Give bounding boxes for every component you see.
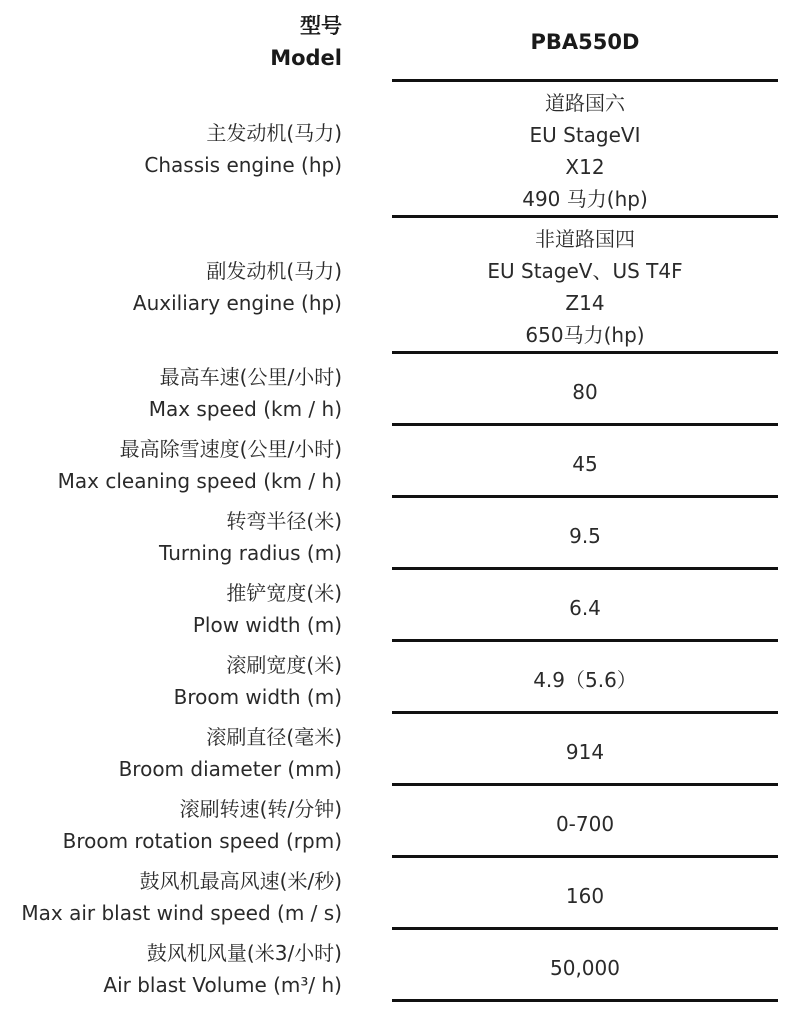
spec-label — [63, 793, 342, 857]
spec-value-line: X12 — [565, 155, 605, 179]
spec-label-en: Chassis engine (hp) — [144, 153, 342, 177]
spec-label-cn: 主发动机(马力) — [206, 121, 342, 145]
spec-value — [392, 736, 778, 768]
spec-label — [174, 649, 342, 713]
divider-line — [392, 999, 778, 1002]
spec-label-cn: 滚刷宽度(米) — [226, 653, 342, 677]
spec-label-cn: 转弯半径(米) — [226, 509, 342, 533]
spec-label — [21, 865, 342, 929]
spec-value-line: 50,000 — [550, 956, 620, 980]
spec-value-line: 非道路国四 — [535, 227, 635, 251]
spec-label-en: Max speed (km / h) — [148, 397, 342, 421]
spec-label — [119, 721, 342, 785]
spec-label — [103, 937, 342, 1001]
spec-label — [149, 361, 342, 425]
spec-value-line: EU StageVI — [529, 123, 641, 147]
spec-label-cn: 最高除雪速度(公里/小时) — [119, 437, 342, 461]
spec-value — [392, 520, 778, 552]
spec-row-auxiliary-engine — [0, 218, 793, 352]
model-label-cn: 型号 — [300, 14, 342, 38]
spec-label-en: Turning radius (m) — [159, 541, 342, 565]
spec-row-chassis-engine — [0, 82, 793, 216]
spec-value-line: Z14 — [565, 291, 605, 315]
spec-label — [159, 505, 342, 569]
spec-value — [392, 808, 778, 840]
spec-label-en: Broom width (m) — [173, 685, 342, 709]
spec-label — [58, 433, 342, 497]
spec-label-cn: 最高车速(公里/小时) — [159, 365, 342, 389]
spec-value — [392, 952, 778, 984]
spec-value-line: 4.9（5.6） — [533, 668, 637, 692]
spec-label-cn: 滚刷直径(毫米) — [206, 725, 342, 749]
spec-label-cn: 推铲宽度(米) — [226, 581, 342, 605]
spec-value — [392, 592, 778, 624]
spec-value-line: 160 — [565, 884, 605, 908]
spec-label — [193, 577, 342, 641]
spec-value-line: 45 — [572, 452, 598, 476]
spec-value — [392, 223, 778, 351]
spec-label-cn: 滚刷转速(转/分钟) — [179, 797, 342, 821]
spec-value-line: 490 马力(hp) — [522, 187, 648, 211]
spec-row-broom-diameter — [0, 714, 793, 784]
spec-value-line: 80 — [572, 380, 598, 404]
spec-value — [392, 448, 778, 480]
spec-row-broom-width — [0, 642, 793, 712]
spec-row-air-blast-volume — [0, 930, 793, 1000]
spec-value-line: 650马力(hp) — [525, 323, 645, 347]
model-label — [270, 10, 342, 74]
spec-row-max-speed — [0, 354, 793, 424]
spec-value — [392, 664, 778, 696]
spec-label-cn: 鼓风机最高风速(米/秒) — [139, 869, 342, 893]
spec-value-line: 0-700 — [555, 812, 615, 836]
model-value: PBA550D — [530, 30, 640, 54]
spec-label-cn: 鼓风机风量(米3/小时) — [146, 941, 342, 965]
spec-label-en: Max cleaning speed (km / h) — [57, 469, 342, 493]
spec-value-line: 6.4 — [569, 596, 601, 620]
spec-row-turning-radius — [0, 498, 793, 568]
spec-row-plow-width — [0, 570, 793, 640]
spec-label-en: Broom rotation speed (rpm) — [62, 829, 342, 853]
spec-row-broom-rotation-speed — [0, 786, 793, 856]
spec-label — [133, 255, 342, 319]
spec-value — [392, 880, 778, 912]
spec-value-line: EU StageV、US T4F — [487, 259, 683, 283]
spec-label-en: Air blast Volume (m³/ h) — [103, 973, 342, 997]
spec-label-en: Plow width (m) — [192, 613, 342, 637]
spec-label-cn: 副发动机(马力) — [206, 259, 342, 283]
spec-value-line: 道路国六 — [545, 91, 625, 115]
spec-value — [392, 87, 778, 215]
spec-row-max-cleaning-speed — [0, 426, 793, 496]
spec-label-en: Auxiliary engine (hp) — [132, 291, 342, 315]
spec-label-en: Max air blast wind speed (m / s) — [21, 901, 342, 925]
spec-label-en: Broom diameter (mm) — [118, 757, 342, 781]
model-label-en: Model — [270, 46, 342, 70]
spec-value — [392, 376, 778, 408]
spec-label — [144, 117, 342, 181]
spec-value-line: 914 — [565, 740, 605, 764]
spec-row-air-blast-wind-speed — [0, 858, 793, 928]
spec-header — [0, 0, 793, 80]
spec-value-line: 9.5 — [569, 524, 601, 548]
